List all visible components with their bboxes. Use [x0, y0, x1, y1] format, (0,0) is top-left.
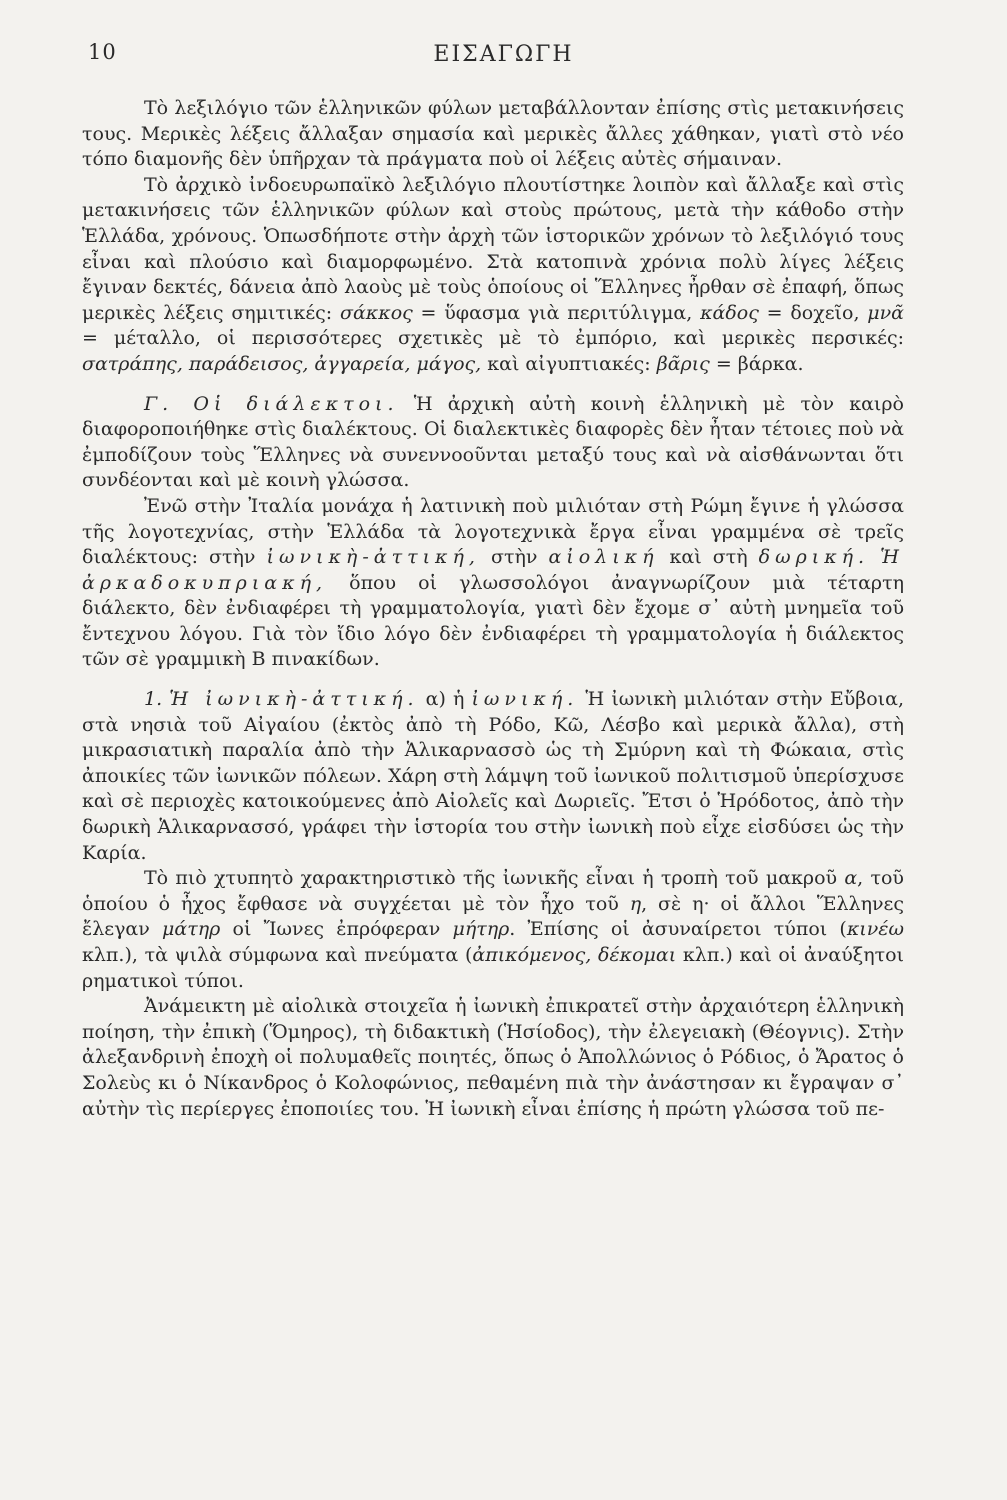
greek-term: η	[629, 892, 642, 915]
subsection-heading: Ἡ ἰωνικὴ-ἀττική.	[169, 688, 419, 711]
paragraph-text: Τὸ ἀρχικὸ ἰνδοευρωπαϊκὸ λεξιλόγιο πλουτίστηκε λοιπὸν καὶ ἄλλαξε καὶ στὶς μετακινήσεις τῶν ἑλληνικῶν φύλων καὶ στοὺς πρώτους, μετὰ τὴν κάθοδο στὴν Ἑλλάδα, χρόνους. Ὁπωσδήποτε στὴν ἀρχὴ τῶν ἱστορικῶν χρόνων τὸ λεξιλόγιό τους εἶναι καὶ πλούσιο καὶ διαμορφωμένο. Στὰ κατοπινὰ χρόνια πολὺ λίγες λέξεις ἔγιναν δεκτές, δάνεια ἀπὸ λαοὺς μὲ τοὺς ὁποίους οἱ Ἕλληνες ἦρθαν σὲ ἐπαφή, ὅπως μερικὲς λέξεις σημιτικές:	[82, 173, 904, 324]
section-heading: Γ. Οἱ διάλεκτοι.	[144, 392, 399, 415]
paragraph-text: Ἐνῶ στὴν Ἰταλία μονάχα ἡ λατινικὴ ποὺ μιλιόταν στὴ Ρώμη ἔγινε ἡ γλώσσα τῆς λογοτεχνίας, στὴν Ἑλλάδα τὰ λογοτεχνικὰ ἔργα εἶναι γραμμένα σὲ τρεῖς διαλέκτους: στὴν	[82, 494, 904, 569]
greek-term: μάτηρ	[162, 918, 221, 941]
paragraph-text: Τὸ πιὸ χτυπητὸ χαρακτηριστικὸ τῆς ἰωνικῆς εἶναι ἡ τροπὴ τοῦ μακροῦ	[144, 867, 838, 890]
paragraph-text: οἱ Ἴωνες ἐπρόφεραν	[232, 918, 441, 941]
paragraph: Τὸ λεξιλόγιο τῶν ἑλληνικῶν φύλων μεταβάλλονταν ἐπίσης στὶς μετακινήσεις τους. Μερικὲς λέξεις ἄλλαξαν σημασία καὶ μερικὲς ἄλλες χάθηκαν, γιατὶ στὸ νέο τόπο διαμονῆς δὲν ὑπῆρχαν τὰ πράγματα ποὺ οἱ λέξεις αὐτὲς σήμαιναν.	[82, 97, 904, 171]
greek-term: κινέω	[846, 918, 904, 941]
paragraph-text: , τοῦ ὁποίου ὁ ἦχος ἔφθασε νὰ συγχέεται μὲ τὸν ἦχο τοῦ	[82, 867, 904, 915]
paragraph-text: Ἡ ἰωνικὴ μιλιόταν στὴν Εὔβοια, στὰ νησιὰ τοῦ Αἰγαίου (ἐκτὸς ἀπὸ τὴ Ρόδο, Κῶ, Λέσβο καὶ μερικὰ ἄλλα), στὴ μικρασιατικὴ παραλία ἀπὸ τὴν Ἁλικαρνασσὸ ὡς τὴ Σμύρνη καὶ τὴ Φώκαια, στὶς ἀποικίες τῶν ἰωνικῶν πόλεων. Χάρη στὴ λάμψη τοῦ ἰωνικοῦ πολιτισμοῦ ὑπερίσχυσε καὶ σὲ περιοχὲς κατοικούμενες ἀπὸ Αἰολεῖς καὶ Δωριεῖς. Ἔτσι ὁ Ἡρόδοτος, ἀπὸ τὴν δωρικὴ Ἁλικαρνασσό, γράφει τὴν ἱστορία του στὴν ἰωνικὴ ποὺ εἶχε εἰσδύσει ὡς τὴν Καρία.	[82, 688, 904, 864]
paragraph-text: = δοχεῖο,	[766, 301, 860, 324]
paragraph-text: κλπ.), τὰ ψιλὰ σύμφωνα καὶ πνεύματα (	[82, 944, 473, 966]
paragraph: Ἀνάμεικτη μὲ αἰολικὰ στοιχεῖα ἡ ἰωνικὴ ἐπικρατεῖ στὴν ἀρχαιότερη ἑλληνικὴ ποίηση, τὴν ἐπικὴ (Ὅμηρος), τὴ διδακτικὴ (Ἡσίοδος), τὴν ἐλεγειακὴ (Θέογνις). Στὴν ἀλεξανδρινὴ ἐποχὴ οἱ πολυμαθεῖς ποιητές, ὅπως ὁ Ἀπολλώνιος ὁ Ρόδιος, ὁ Ἄρατος ὁ Σολεὺς κι ὁ Νίκανδρος ὁ Κολοφώνιος, πεθαμένη πιὰ τὴν ἀνάστησαν κι ἔγραψαν σ᾿ αὐτὴν τὶς περίεργες ἐποποιίες του. Ἡ ἰωνικὴ εἶναι ἐπίσης ἡ πρώτη γλώσσα τοῦ πε-	[82, 995, 904, 1120]
paragraph-text: ὅπου οἱ γλωσσολόγοι ἀναγνωρίζουν μιὰ τέταρτη διάλεκτο, δὲν ἐνδιαφέρει τὴ γραμματολογία, γιατὶ δὲν ἔχομε σ᾿ αὐτὴ μνημεῖα τοῦ ἔντεχνου λόγου. Γιὰ τὸν ἴδιο λόγο δὲν ἐνδιαφέρει τὴ γραμματολογία ἡ διάλεκτος τῶν σὲ γραμμικὴ Β πινακίδων.	[82, 571, 904, 671]
subsection-number: 1.	[144, 688, 163, 711]
paragraph-text: , σὲ η· οἱ ἄλλοι Ἕλληνες ἔλεγαν	[82, 892, 904, 941]
paragraph-text: . Ἐπίσης οἱ ἀσυναίρετοι τύποι (	[509, 918, 847, 941]
paragraph-text: = ὕφασμα γιὰ περιτύλιγμα,	[420, 301, 693, 324]
subsection-subheading: ἰωνική.	[471, 688, 579, 711]
paragraph-text: στὴν	[490, 546, 538, 569]
paragraph-text: καὶ αἰγυπτιακές:	[487, 352, 651, 375]
running-head: ΕΙΣΑΓΩΓΗ	[433, 42, 574, 67]
dialect-name: αἰολική	[548, 546, 659, 569]
greek-term: σάκκος	[339, 301, 413, 324]
greek-term: βᾶρις	[656, 352, 710, 375]
greek-term: α	[844, 867, 858, 890]
greek-term: ἀπικόμενος, δέκομαι	[472, 944, 677, 966]
paragraph	[82, 392, 904, 494]
page-body	[82, 96, 904, 1122]
greek-term: σατράπης, παράδεισος, ἀγγαρεία, μάγος,	[82, 352, 482, 375]
paragraph	[82, 494, 904, 673]
paragraph-text: κλπ.) καὶ οἱ ἀναύξητοι ρηματικοὶ τύποι.	[82, 944, 904, 992]
dialect-name: ἰωνικὴ-ἀττική,	[266, 546, 480, 569]
paragraph-text: καὶ στὴ	[669, 546, 748, 569]
dialect-name: Ἡ ἀρκαδοκυπριακή,	[82, 546, 904, 594]
paragraph	[82, 866, 904, 994]
greek-term: μήτηρ	[452, 918, 510, 941]
paragraph-text: Ἡ ἀρχικὴ αὐτὴ κοινὴ ἑλληνικὴ μὲ τὸν καιρὸ διαφοροποιήθηκε στὶς διαλέκτους. Οἱ διαλεκτικὲς διαφορὲς δὲν ἦταν τέτοιες ποὺ νὰ ἐμποδίζουν τοὺς Ἕλληνες νὰ συνεννοοῦνται μεταξύ τους καὶ νὰ αἰσθάνωνται ὅτι συνδέονται καὶ μὲ κοινὴ γλώσσα.	[82, 392, 904, 492]
page-number: 10	[88, 40, 117, 64]
paragraph	[82, 173, 904, 378]
greek-term: κάδος	[700, 301, 759, 324]
paragraph	[82, 687, 904, 866]
paragraph-text: α) ἡ	[425, 688, 465, 711]
paragraph-text: = μέταλλο, οἱ περισσότερες σχετικὲς μὲ τὸ ἐμπόριο, καὶ μερικὲς περσικές:	[82, 327, 904, 350]
dialect-name: δωρική.	[758, 546, 870, 569]
paragraph-text: = βάρκα.	[715, 352, 804, 375]
greek-term: μνᾶ	[867, 301, 904, 324]
